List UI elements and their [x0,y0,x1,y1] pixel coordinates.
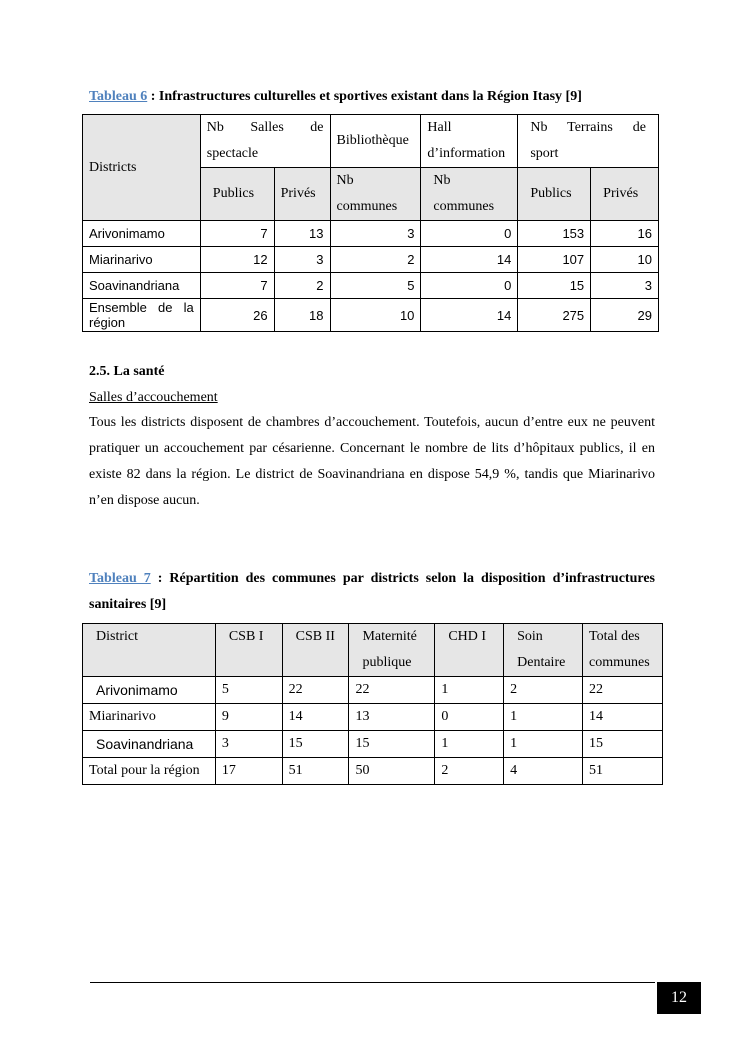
cell-hall: 0 [421,273,518,299]
table7-caption-link[interactable]: Tableau 7 [89,571,151,586]
cell-csb2: 15 [282,731,349,758]
header-hall [421,115,518,168]
header-nb-communes-hall [421,168,518,221]
cell-district: Ensemble de la région [83,299,201,332]
cell-district: Arivonimamo [83,221,201,247]
cell-csb2: 51 [282,758,349,785]
header-nb-communes-biblio [330,168,421,221]
header-hall-line1: Hall [427,120,452,135]
cell-salles-publics: 12 [200,247,274,273]
cell-chd1: 2 [435,758,504,785]
cell-total-communes: 14 [583,704,663,731]
cell-district: Total pour la région [83,758,216,785]
cell-salles-publics: 26 [200,299,274,332]
section-subheading: Salles d’accouchement [89,390,218,405]
table-row [83,704,663,731]
table7-caption [89,566,655,618]
header-salles [200,115,330,168]
page-number: 12 [657,982,701,1014]
cell-salles-prives: 2 [274,273,330,299]
cell-csb1: 5 [215,677,282,704]
section-heading: 2.5. La santé [89,364,165,379]
cell-maternite: 22 [349,677,435,704]
header-terrains-line1: Nb Terrains de [530,120,646,135]
cell-csb1: 3 [215,731,282,758]
cell-chd1: 1 [435,731,504,758]
cell-csb1: 17 [215,758,282,785]
cell-terrains-publics: 275 [518,299,591,332]
table7-header-row [83,624,663,677]
table7 [82,623,663,785]
header-prives-terrains: Privés [591,168,659,221]
header-terrains [518,115,659,168]
cell-district: Soavinandriana [83,273,201,299]
header-soin-dentaire: Soin Dentaire [504,624,583,677]
cell-chd1: 0 [435,704,504,731]
cell-soin-dentaire: 1 [504,731,583,758]
header-publics-terrains: Publics [518,168,591,221]
table6-caption-link[interactable]: Tableau 6 [89,89,148,104]
cell-total-communes: 51 [583,758,663,785]
section-paragraph: Tous les districts disposent de chambres d’accouchement. Toutefois, aucun d’entre eux ne peuvent pratiquer un accouchement par césarienne. Concernant le nombre de lits d’hôpitaux publics, il en existe 82 dans la région. Le district de Soavinandriana en dispose 54,9 %, tandis que Miarinarivo n’en dispose aucun. [89,415,655,508]
cell-hall: 14 [421,247,518,273]
header-salles-line1: Nb Salles de [206,120,324,135]
header-chd1: CHD I [435,624,504,677]
table7-caption-text: : Répartition des communes par districts selon la disposition d’infrastructures sanitaires [9] [89,571,655,612]
cell-district: Miarinarivo [83,704,216,731]
communes-label: communes [433,199,495,214]
cell-salles-prives: 18 [274,299,330,332]
header-terrains-line2: sport [530,146,559,161]
cell-terrains-prives: 10 [591,247,659,273]
cell-salles-publics: 7 [200,273,274,299]
header-csb1: CSB I [215,624,282,677]
cell-bibliotheque: 10 [330,299,421,332]
cell-total-communes: 22 [583,677,663,704]
cell-maternite: 13 [349,704,435,731]
header-prives: Privés [274,168,330,221]
cell-terrains-publics: 15 [518,273,591,299]
header-district: District [83,624,216,677]
cell-district: Miarinarivo [83,247,201,273]
table6-caption-text: : Infrastructures culturelles et sportives existant dans la Région Itasy [9] [147,89,582,104]
cell-terrains-prives: 29 [591,299,659,332]
table6-caption [89,89,582,105]
cell-terrains-prives: 16 [591,221,659,247]
table-row [83,247,659,273]
cell-soin-dentaire: 2 [504,677,583,704]
cell-bibliotheque: 3 [330,221,421,247]
cell-bibliotheque: 2 [330,247,421,273]
cell-salles-prives: 3 [274,247,330,273]
cell-terrains-prives: 3 [591,273,659,299]
cell-salles-prives: 13 [274,221,330,247]
cell-terrains-publics: 107 [518,247,591,273]
cell-soin-dentaire: 4 [504,758,583,785]
table-row [83,731,663,758]
nb-label: Nb [336,173,354,188]
header-hall-line2: d’information [427,146,506,161]
cell-bibliotheque: 5 [330,273,421,299]
table-row [83,677,663,704]
header-maternite: Maternité publique [349,624,435,677]
table6 [82,114,659,332]
table-row [83,273,659,299]
cell-csb2: 14 [282,704,349,731]
table-row-total [83,758,663,785]
cell-hall: 14 [421,299,518,332]
cell-chd1: 1 [435,677,504,704]
table-row [83,221,659,247]
cell-soin-dentaire: 1 [504,704,583,731]
cell-csb1: 9 [215,704,282,731]
cell-csb2: 22 [282,677,349,704]
cell-total-communes: 15 [583,731,663,758]
cell-salles-publics: 7 [200,221,274,247]
table-row-total [83,299,659,332]
header-districts: Districts [83,115,201,221]
nb-label: Nb [433,173,451,188]
cell-hall: 0 [421,221,518,247]
cell-terrains-publics: 153 [518,221,591,247]
header-csb2: CSB II [282,624,349,677]
cell-district: Arivonimamo [83,677,216,704]
header-salles-line2: spectacle [206,146,259,161]
header-total-communes: Total des communes [583,624,663,677]
communes-label: communes [336,199,398,214]
header-bibliotheque: Bibliothèque [330,115,421,168]
header-publics: Publics [200,168,274,221]
cell-maternite: 15 [349,731,435,758]
cell-maternite: 50 [349,758,435,785]
footer-divider [90,982,655,983]
cell-district: Soavinandriana [83,731,216,758]
